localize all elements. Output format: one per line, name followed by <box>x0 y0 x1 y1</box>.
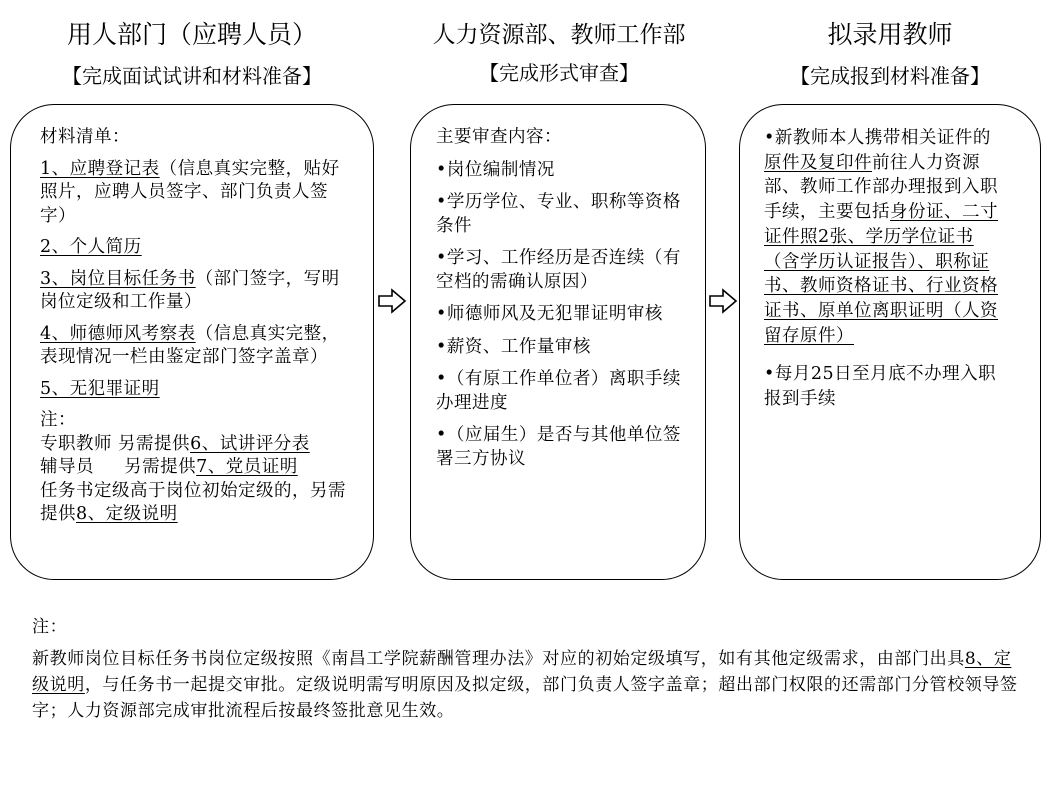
column-3-title: 拟录用教师 <box>827 20 953 49</box>
review-item-5: •薪资、工作量审核 <box>436 336 591 357</box>
onboarding-item-1-text-a: •新教师本人携带相关证件的 <box>764 128 991 148</box>
column-2-subtitle: 【完成形式审查】 <box>479 61 639 85</box>
material-item-5-name: 5、无犯罪证明 <box>40 378 160 399</box>
note-2-text: 辅导员 另需提供 <box>40 457 197 477</box>
note-1-text: 专职教师 另需提供 <box>40 433 191 454</box>
onboarding-documents: 身份证、二寸证件照2张、学历学位证书（含学历认证报告）、职称证书、教师资格证书、行业资格证书、原单位离职证明（人资留存原件） <box>764 202 998 346</box>
material-item-1 <box>40 158 352 229</box>
column-1-title: 用人部门（应聘人员） <box>66 20 317 49</box>
bottom-note-grading-doc: 8、定级说明 <box>32 649 1012 695</box>
column-3-subtitle: 【完成报到材料准备】 <box>790 64 990 88</box>
material-item-2-name: 2、个人简历 <box>40 237 142 257</box>
review-item-3: •学习、工作经历是否连续（有空档的需确认原因） <box>436 248 681 292</box>
onboarding-item-2: •每月25日至月底不办理入职报到手续 <box>764 364 997 410</box>
review-item-2: •学历学位、专业、职称等资格条件 <box>436 192 681 236</box>
materials-list <box>40 126 352 527</box>
note-1-doc: 6、试讲评分表 <box>190 433 310 454</box>
onboarding-item-1-text-b: 前往人力资源部、教师工作部办理报到入职手续，主要包括 <box>764 152 998 223</box>
note-3-doc: 8、定级说明 <box>76 504 178 524</box>
material-item-2 <box>40 236 352 260</box>
material-item-4-detail: （信息真实完整，表现情况一栏由鉴定部门签字盖章） <box>40 323 340 367</box>
material-item-4 <box>40 323 352 370</box>
materials-note-2 <box>40 456 352 480</box>
material-item-3 <box>40 268 352 315</box>
materials-heading: 材料清单： <box>40 127 130 147</box>
materials-note-1 <box>40 433 352 457</box>
review-heading: 主要审查内容： <box>436 127 562 147</box>
column-1-subtitle: 【完成面试试讲和材料准备】 <box>62 64 322 88</box>
review-item-7: •（应届生）是否与其他单位签署三方协议 <box>436 425 681 469</box>
materials-note-3 <box>40 480 352 527</box>
onboarding-item-1 <box>764 126 1004 348</box>
material-item-3-detail: （部门签字，写明岗位定级和工作量） <box>40 268 340 312</box>
review-item-6: •（有原工作单位者）离职手续办理进度 <box>436 369 681 413</box>
onboarding-original-copies: 原件及复印件 <box>764 152 872 173</box>
material-item-4-name: 4、师德师风考察表 <box>40 323 196 344</box>
note-3-text: 任务书定级高于岗位初始定级的，另需提供 <box>40 480 346 524</box>
review-item-1: •岗位编制情况 <box>436 159 555 180</box>
column-2-title: 人力资源部、教师工作部 <box>432 22 686 48</box>
bottom-note-text <box>32 646 1022 724</box>
arrow-right-icon <box>377 288 407 314</box>
note-2-doc: 7、党员证明 <box>196 457 298 477</box>
materials-note-label: 注： <box>40 410 76 430</box>
review-item-4: •师德师风及无犯罪证明审核 <box>436 304 663 324</box>
onboarding-list <box>764 126 1004 412</box>
material-item-1-name: 1、应聘登记表 <box>40 158 160 179</box>
review-list <box>436 126 682 471</box>
bottom-note-label: 注： <box>32 617 68 637</box>
bottom-note-text-a: 新教师岗位目标任务书岗位定级按照《南昌工学院薪酬管理办法》对应的初始定级填写，如有其他定级需求，由部门出具 <box>32 649 965 669</box>
arrow-right-icon <box>708 288 738 314</box>
material-item-3-name: 3、岗位目标任务书 <box>40 268 196 289</box>
material-item-1-detail: （信息真实完整，贴好照片，应聘人员签字、部门负责人签字） <box>40 158 340 226</box>
material-item-5 <box>40 378 352 402</box>
bottom-note-text-b: ，与任务书一起提交审批。定级说明需写明原因及拟定级，部门负责人签字盖章；超出部门权限的还需部门分管校领导签字；人力资源部完成审批流程后按最终签批意见生效。 <box>32 675 1018 721</box>
